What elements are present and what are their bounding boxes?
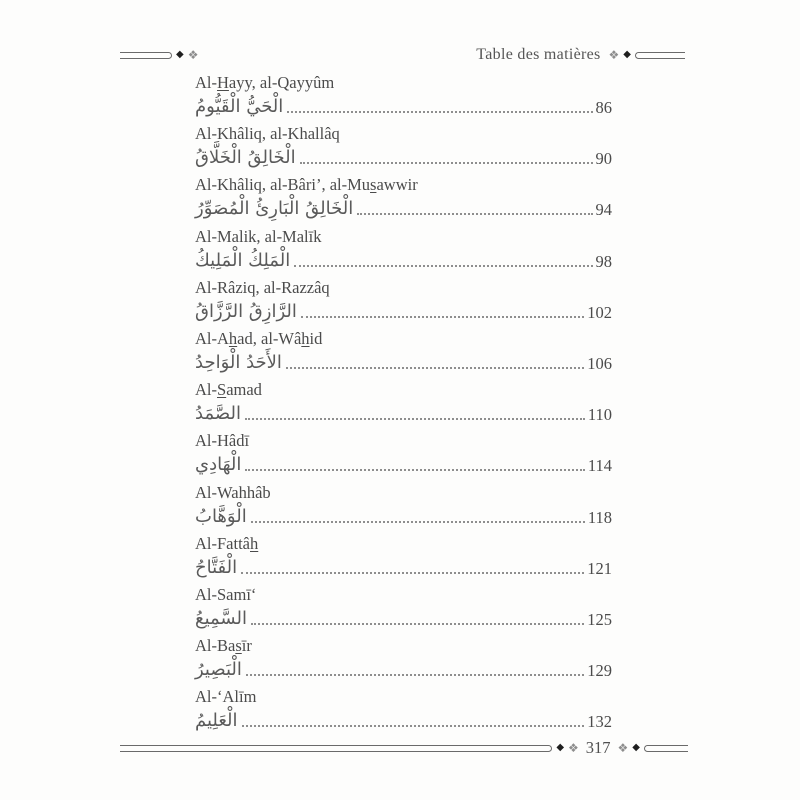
toc-entry — [195, 123, 612, 174]
entry-page-number: 106 — [587, 353, 612, 373]
footer-rule-left — [120, 745, 552, 752]
entry-row — [195, 554, 612, 580]
dotted-leader — [251, 623, 584, 625]
entry-arabic: الْمَلِكُ الْمَلِيكُ — [195, 249, 291, 271]
entry-row — [195, 195, 612, 221]
entry-row — [195, 298, 612, 324]
underlined-letter: s — [235, 636, 242, 656]
entry-row — [195, 93, 612, 119]
dotted-leader — [287, 111, 592, 113]
latin-text: Al-Râziq, al-Razzâq — [195, 277, 330, 297]
latin-text: Al- — [195, 73, 217, 92]
latin-text: id — [309, 328, 323, 348]
underlined-letter: h — [228, 328, 238, 348]
entry-row — [195, 503, 612, 529]
fleuron-icon: ❖ — [608, 48, 620, 62]
entry-arabic: الْخَالِقُ الْخَلَّاقُ — [195, 147, 296, 169]
dotted-leader — [242, 725, 585, 727]
entry-transliteration — [195, 123, 612, 144]
entry-arabic: الْخَالِقُ الْبَارِئُ الْمُصَوِّرُ — [195, 198, 354, 220]
entry-arabic: الْحَيُّ الْقَيُّومُ — [195, 96, 284, 117]
entry-arabic: السَّمِيعُ — [195, 607, 247, 629]
entry-page-number: 90 — [595, 149, 612, 169]
entry-row — [195, 707, 612, 733]
entry-row — [195, 247, 612, 273]
entry-row — [195, 656, 612, 682]
entry-page-number: 94 — [595, 200, 612, 220]
toc-entry — [195, 584, 612, 635]
dotted-leader — [286, 367, 584, 369]
entry-page-number: 98 — [595, 251, 612, 271]
entry-page-number: 121 — [587, 558, 612, 578]
entry-row — [195, 451, 612, 477]
entry-transliteration — [195, 686, 612, 707]
latin-text: Al-Fattâ — [195, 533, 250, 553]
entry-page-number: 125 — [587, 609, 612, 629]
latin-text: Al-‘Alīm — [195, 687, 257, 707]
toc-entry — [195, 533, 612, 584]
latin-text: ad, al-Wâ — [237, 328, 302, 348]
latin-text: Al-Khâliq, al-Khallâq — [195, 124, 340, 144]
latin-text: awwir — [376, 175, 418, 195]
entry-page-number: 110 — [587, 405, 612, 425]
latin-text: Al-Samī‘ — [195, 584, 257, 604]
entry-row — [195, 349, 612, 375]
entry-arabic: الصَّمَدُ — [195, 403, 241, 425]
entry-page-number: 114 — [587, 456, 612, 476]
entry-row — [195, 144, 612, 170]
toc-entry — [195, 379, 612, 430]
toc-entries — [195, 72, 612, 737]
latin-text: Al-Malik, al-Malīk — [195, 226, 322, 246]
latin-text: Al-A — [195, 328, 229, 348]
header-rule-right — [635, 52, 685, 59]
toc-entry — [195, 430, 612, 481]
latin-text: amad — [226, 380, 262, 400]
entry-transliteration — [195, 226, 612, 247]
dotted-leader — [357, 213, 592, 215]
dotted-leader — [245, 418, 585, 420]
entry-arabic: الْبَصِيرُ — [195, 659, 242, 681]
dotted-leader — [301, 316, 584, 318]
entry-page-number: 129 — [587, 661, 612, 681]
dotted-leader — [294, 265, 592, 267]
entry-transliteration — [195, 584, 612, 605]
entry-arabic: الْوَهَّابُ — [195, 505, 247, 527]
footer-rule-right — [644, 745, 688, 752]
entry-transliteration — [195, 72, 612, 93]
page-header — [120, 46, 685, 64]
toc-entry — [195, 226, 612, 277]
toc-entry — [195, 482, 612, 533]
entry-transliteration — [195, 277, 612, 298]
fleuron-icon: ❖ — [617, 741, 629, 755]
underlined-letter: s — [370, 175, 377, 195]
page-title: Table des matières — [476, 46, 601, 63]
folio-page-number: 317 — [585, 738, 611, 757]
toc-entry — [195, 686, 612, 737]
entry-arabic: الأَحَدُ الْوَاحِدُ — [195, 351, 282, 373]
entry-arabic: الْهَادِي — [195, 454, 242, 476]
latin-text: īr — [241, 636, 252, 656]
dotted-leader — [241, 572, 584, 574]
latin-text: ayy, al-Qayyûm — [228, 73, 335, 92]
latin-text: Al-Ba — [195, 636, 236, 656]
entry-transliteration — [195, 430, 612, 451]
entry-arabic: الْعَلِيمُ — [195, 710, 238, 732]
dotted-leader — [300, 162, 593, 164]
entry-arabic: الرَّازِقُ الرَّزَّاقُ — [195, 300, 297, 322]
dotted-leader — [246, 674, 584, 676]
underlined-letter: h — [250, 533, 259, 553]
underlined-letter: S — [217, 380, 227, 400]
entry-transliteration — [195, 174, 612, 195]
diamond-icon: ◆ — [556, 742, 565, 753]
dotted-leader — [251, 521, 585, 523]
entry-transliteration — [195, 533, 612, 554]
entry-transliteration — [195, 482, 612, 503]
entry-row — [195, 605, 612, 631]
entry-page-number: 118 — [587, 507, 612, 527]
underlined-letter: h — [301, 328, 310, 348]
toc-entry — [195, 277, 612, 328]
fleuron-icon: ❖ — [568, 741, 579, 755]
entry-arabic: الْفَتَّاحُ — [195, 556, 238, 578]
toc-entry — [195, 635, 612, 686]
entry-transliteration — [195, 328, 612, 349]
diamond-icon: ◆ — [623, 49, 631, 60]
latin-text: Al-Khâliq, al-Bâri’, al-Mu — [195, 175, 371, 195]
toc-entry — [195, 72, 612, 123]
header-rule-left — [120, 52, 172, 59]
page-footer — [120, 738, 688, 758]
latin-text: Al- — [195, 380, 217, 400]
entry-transliteration — [195, 635, 612, 656]
toc-entry — [195, 328, 612, 379]
dotted-leader — [245, 469, 584, 471]
latin-text: Al-Wahhâb — [195, 482, 271, 502]
entry-transliteration — [195, 379, 612, 400]
entry-page-number: 132 — [587, 712, 612, 732]
latin-text: Al-Hâdī — [195, 431, 250, 451]
toc-entry — [195, 174, 612, 225]
entry-page-number: 86 — [595, 98, 612, 117]
entry-row — [195, 400, 612, 426]
entry-page-number: 102 — [587, 302, 612, 322]
diamond-icon: ◆ — [632, 742, 640, 753]
diamond-icon: ◆ — [176, 49, 184, 60]
underlined-letter: H — [217, 73, 229, 92]
fleuron-icon: ❖ — [187, 48, 199, 62]
